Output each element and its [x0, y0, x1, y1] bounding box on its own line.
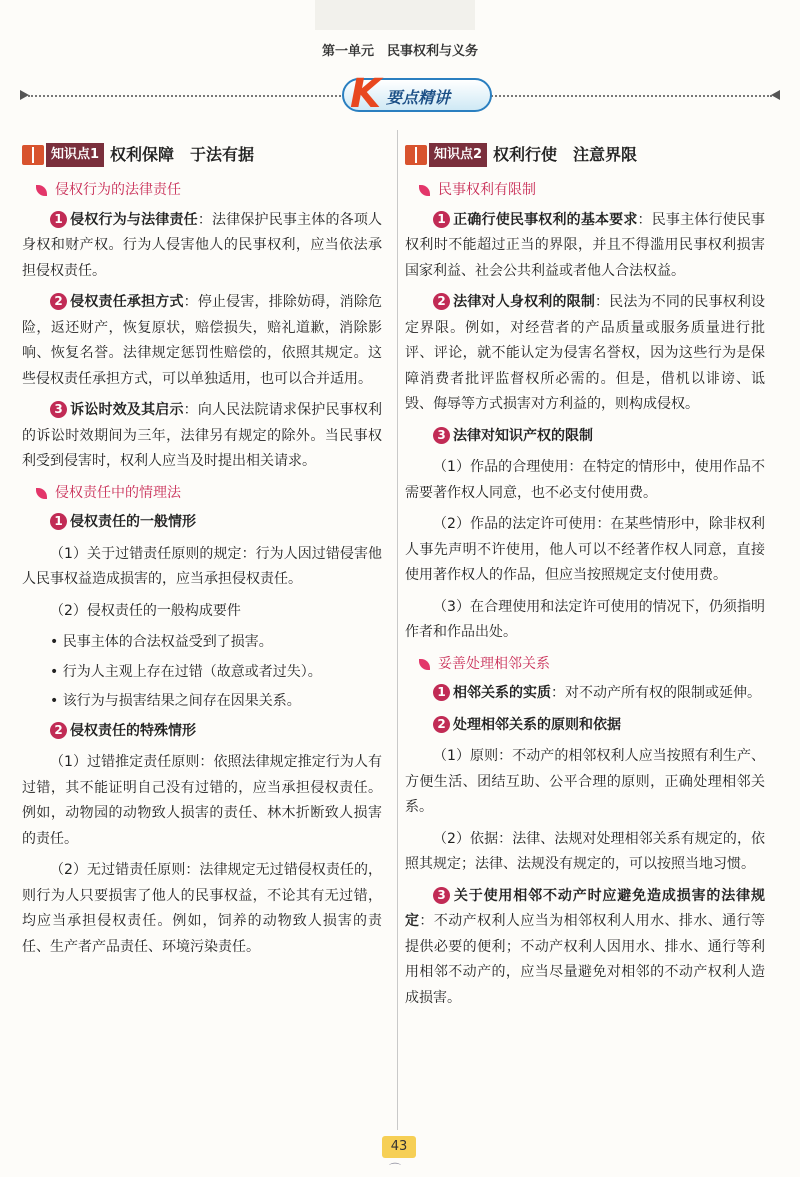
point-text: ：民法为不同的民事权利设定界限。例如，对经营者的产品质量或服务质量进行批评、评论，就不能认定为侵害名誉权，因为这些行为是保障消费者批评监督权所必需的。但是，借机以诽谤、诋毁、侮辱等方式损害对方利益的，则构成侵权。 — [405, 294, 765, 412]
point-text: ：法律保护民事主体的各项人身权和财产权。行为人侵害他人的民事权利，应当依法承担侵权责任。 — [22, 211, 383, 279]
paragraph: （1）关于过错责任原则的规定：行为人因过错侵害他人民事权益造成损害的，应当承担侵权责任。 — [22, 545, 382, 587]
point-heading: 法律对知识产权的限制 — [453, 427, 593, 444]
paragraph — [22, 719, 382, 745]
paragraph — [22, 510, 382, 536]
bullet-item: • 行为人主观上存在过错（故意或者过失）。 — [50, 663, 322, 680]
point-heading: 侵权责任的特殊情形 — [70, 722, 196, 739]
number-badge: 3 — [433, 427, 450, 444]
kp-tag: 知识点1 — [46, 143, 104, 167]
paragraph — [405, 884, 765, 1012]
paragraph — [405, 208, 765, 285]
leaf-icon — [36, 488, 47, 499]
banner-arrow-left-icon — [20, 90, 29, 100]
number-badge: 1 — [50, 513, 67, 530]
paragraph — [405, 424, 765, 450]
point-heading: 相邻关系的实质 — [453, 685, 551, 701]
number-badge: 2 — [433, 293, 450, 310]
paragraph: （2）侵权责任的一般构成要件 — [50, 602, 241, 619]
banner-arrow-right-icon — [771, 90, 780, 100]
banner-k-logo: K — [350, 71, 381, 117]
paragraph — [405, 681, 765, 707]
number-badge: 2 — [50, 722, 67, 739]
point-heading: 侵权责任承担方式 — [70, 294, 184, 310]
point-heading: 侵权行为与法律责任 — [70, 211, 198, 228]
kp-title: 权利行使 注意界限 — [493, 145, 638, 165]
knowledge-point-2-header — [405, 140, 765, 170]
number-badge: 3 — [50, 401, 67, 418]
subsection-title: 侵权行为的法律责任 — [36, 178, 382, 204]
paragraph: （1）作品的合理使用：在特定的情形中，使用作品不需要著作权人同意，也不必支付使用费。 — [405, 459, 765, 501]
paragraph: （3）在合理使用和法定许可使用的情况下，仍须指明作者和作品出处。 — [405, 598, 765, 640]
point-text: ：对不动产所有权的限制或延伸。 — [551, 685, 761, 701]
paragraph: （2）无过错责任原则：法律规定无过错侵权责任的，则行为人只要损害了他人的民事权益，不论其有无过错，均应当承担侵权责任。例如，饲养的动物致人损害的责任、生产者产品责任、环境污染责任。 — [22, 862, 382, 955]
point-heading: 处理相邻关系的原则和依据 — [453, 716, 621, 733]
subsection-title: 妥善处理相邻关系 — [419, 652, 765, 678]
unit-title: 第一单元 民事权利与义务 — [321, 44, 478, 59]
leaf-icon — [419, 659, 430, 670]
number-badge: 1 — [433, 211, 450, 228]
bullet-item: • 民事主体的合法权益受到了损害。 — [50, 634, 273, 650]
point-text: ：不动产权利人应当为相邻权利人用水、排水、通行等提供必要的便利；不动产权利人因用水、排水、通行等利用相邻不动产的，应当尽量避免对相邻的不动产权利人造成损害。 — [405, 913, 766, 1006]
paragraph — [405, 290, 765, 418]
book-icon — [22, 145, 44, 165]
subsection-title: 侵权责任中的情理法 — [36, 481, 382, 507]
leaf-icon — [36, 185, 47, 196]
number-badge: 2 — [50, 293, 67, 310]
right-column — [405, 140, 765, 1017]
paragraph: （2）作品的法定许可使用：在某些情形中，除非权利人事先声明不许使用，他人可以不经著作权人同意，直接使用著作权人的作品，但应当按照规定支付使用费。 — [405, 516, 765, 583]
leaf-icon — [419, 185, 430, 196]
point-heading: 侵权责任的一般情形 — [70, 514, 196, 530]
header-decoration — [315, 0, 475, 30]
point-text: ：停止侵害，排除妨碍，消除危险，返还财产，恢复原状，赔偿损失，赔礼道歉，消除影响、恢复名誉。法律规定惩罚性赔偿的，依照其规定。这些侵权责任承担方式，可以单独适用，也可以合并适用。 — [22, 294, 383, 387]
bullet-item: • 该行为与损害结果之间存在因果关系。 — [50, 693, 301, 709]
point-heading: 正确行使民事权利的基本要求 — [453, 211, 638, 228]
paragraph — [22, 290, 382, 392]
subsection-title: 民事权利有限制 — [419, 178, 765, 204]
banner-pill — [342, 71, 492, 117]
paragraph — [405, 713, 765, 739]
paragraph: （2）依据：法律、法规对处理相邻关系有规定的，依照其规定；法律、法规没有规定的，可以按照当地习惯。 — [405, 830, 765, 872]
point-heading: 法律对人身权利的限制 — [453, 294, 595, 310]
number-badge: 3 — [433, 887, 450, 904]
left-column — [22, 140, 382, 966]
page-number: 43 — [382, 1136, 416, 1158]
number-badge: 2 — [433, 716, 450, 733]
paragraph: （1）过错推定责任原则：依照法律规定推定行为人有过错，其不能证明自己没有过错的，应当承担侵权责任。例如，动物园的动物致人损害的责任、林木折断致人损害的责任。 — [22, 754, 382, 847]
kp-tag: 知识点2 — [429, 143, 487, 167]
number-badge: 1 — [433, 684, 450, 701]
point-text: ：民事主体行使民事权利时不能超过正当的界限，并且不得滥用民事权利损害国家利益、社会公共利益或者他人合法权益。 — [405, 211, 766, 279]
bird-icon: ⌒ — [389, 1162, 402, 1176]
book-icon — [405, 145, 427, 165]
knowledge-point-1-header — [22, 140, 382, 170]
section-banner — [20, 71, 780, 117]
paragraph — [22, 208, 382, 285]
point-heading: 诉讼时效及其启示 — [70, 402, 184, 418]
kp-title: 权利保障 于法有据 — [110, 145, 255, 165]
column-divider — [397, 130, 398, 1130]
number-badge: 1 — [50, 211, 67, 228]
paragraph — [22, 398, 382, 475]
point-heading: 关于使用相邻不动产时应避免造成损害的法律规定 — [405, 887, 765, 929]
point-text: ：向人民法院请求保护民事权利的诉讼时效期间为三年，法律另有规定的除外。当民事权利受到侵害时，权利人应当及时提出相关请求。 — [22, 402, 383, 469]
banner-text: 要点精讲 — [386, 88, 451, 107]
paragraph: （1）原则：不动产的相邻权利人应当按照有利生产、方便生活、团结互助、公平合理的原则，正确处理相邻关系。 — [405, 748, 765, 815]
